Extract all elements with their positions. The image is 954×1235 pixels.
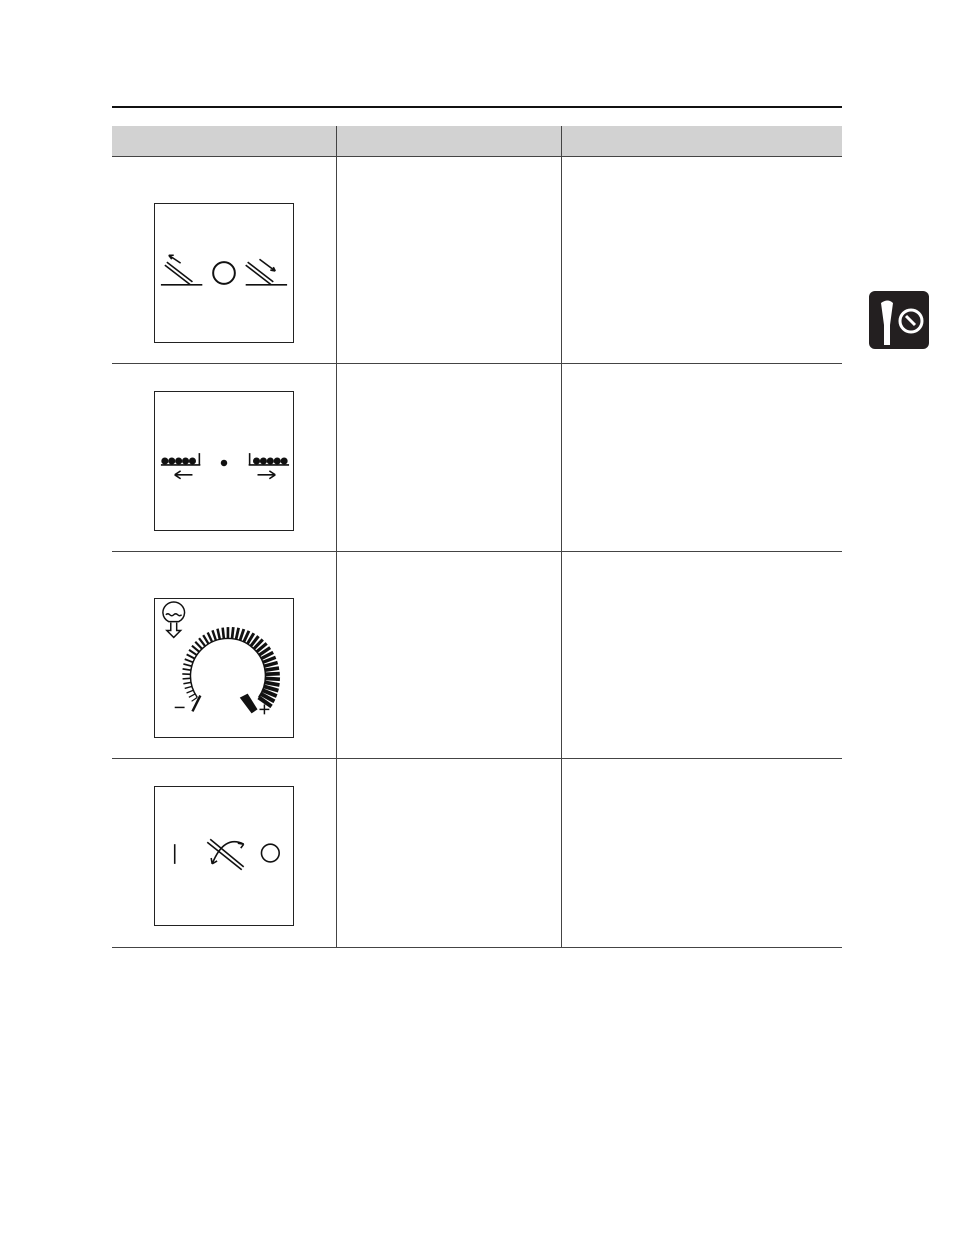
table-row <box>112 552 842 759</box>
dial-tick <box>203 635 208 644</box>
description-cell <box>561 759 842 947</box>
description-cell <box>561 364 842 551</box>
function-text <box>337 157 561 173</box>
description-text <box>562 759 842 775</box>
section-tab <box>869 291 929 349</box>
header-cell-description <box>561 126 842 156</box>
engine-throttle-dial-icon <box>154 598 294 738</box>
description-text <box>562 552 842 568</box>
auto-idle-switch-icon <box>154 786 294 926</box>
dial-tick <box>217 629 219 640</box>
description-text <box>562 364 842 380</box>
symbol-cell <box>112 759 336 947</box>
dial-tick <box>195 642 202 649</box>
header-cell-function <box>336 126 561 156</box>
dial-tick <box>208 632 212 641</box>
control-lever-section-icon <box>869 291 929 349</box>
function-cell <box>336 552 561 758</box>
dial-tick <box>265 668 279 670</box>
dial-tick <box>199 638 205 646</box>
dial-tick <box>183 682 191 683</box>
function-cell <box>336 759 561 947</box>
dial-tick <box>187 690 194 693</box>
dial-tick <box>189 650 197 655</box>
function-text <box>337 759 561 775</box>
table-row <box>112 759 842 948</box>
dial-tick <box>265 678 280 679</box>
description-cell <box>561 157 842 363</box>
controls-table <box>112 126 842 948</box>
table-row <box>112 364 842 552</box>
dial-tick <box>232 627 233 638</box>
function-text <box>337 364 561 380</box>
function-text <box>337 552 561 568</box>
description-cell <box>561 552 842 758</box>
dial-tick <box>265 682 280 685</box>
dial-max-end <box>240 694 258 714</box>
header-cell-symbol <box>112 126 336 156</box>
dial-tick <box>236 628 239 640</box>
symbol-cell <box>112 364 336 551</box>
dial-tick <box>189 694 195 697</box>
dial-tick <box>187 654 195 658</box>
dial-tick <box>183 678 191 679</box>
dial-tick <box>265 674 279 675</box>
symbol-cell <box>112 552 336 758</box>
description-text <box>562 157 842 173</box>
dial-tick <box>185 659 193 662</box>
travel-speed-switch-icon <box>154 203 294 343</box>
top-rule <box>112 106 842 108</box>
function-cell <box>336 364 561 551</box>
dial-tick <box>223 628 224 639</box>
track-width-adjust-icon <box>154 391 294 531</box>
dial-tick <box>240 629 244 640</box>
dial-tick <box>183 669 191 670</box>
table-header <box>112 126 842 157</box>
dial-tick <box>212 630 215 640</box>
table-row <box>112 157 842 364</box>
dial-tick <box>183 664 191 666</box>
dial-tick <box>264 663 278 667</box>
symbol-cell <box>112 157 336 363</box>
dial-tick <box>185 686 192 688</box>
dial-tick <box>192 646 199 652</box>
function-cell <box>336 157 561 363</box>
